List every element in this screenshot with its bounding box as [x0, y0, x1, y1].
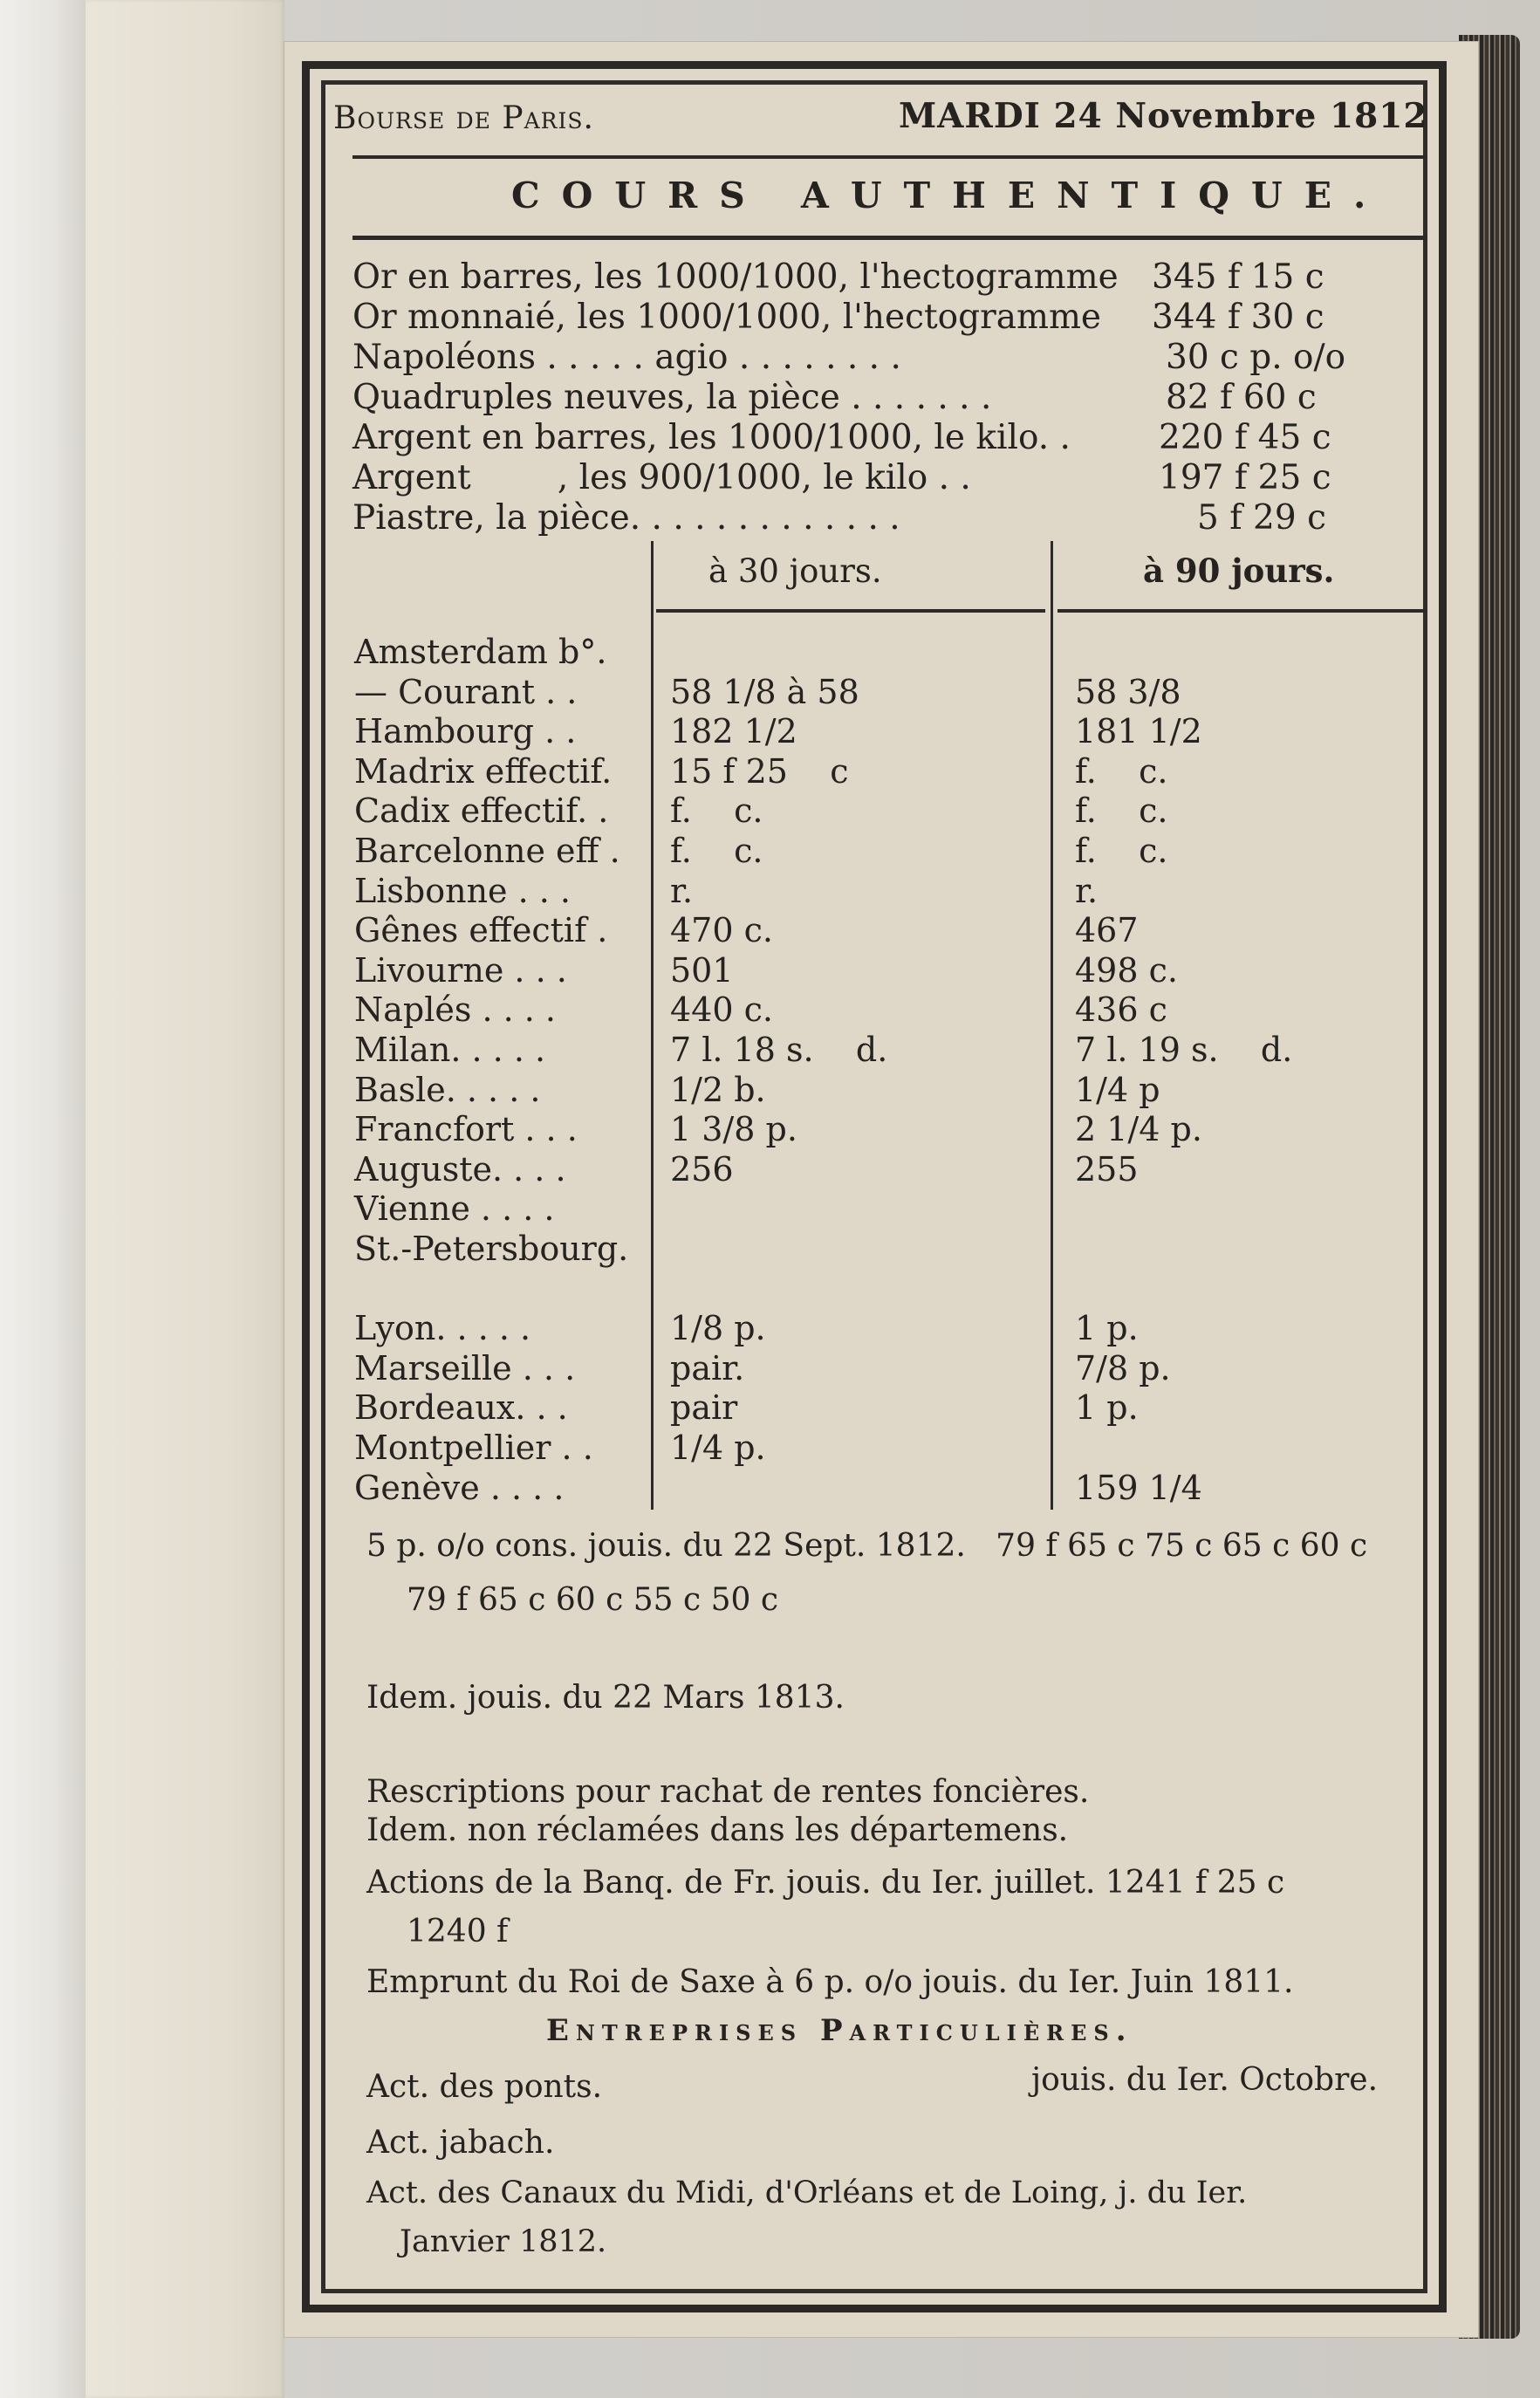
blank-left-sheet [0, 0, 86, 2398]
rente-line: Actions de la Banq. de Fr. jouis. du Ier. juillet. 1241 f 25 c [366, 1865, 1285, 1901]
column-rule-right [1051, 541, 1053, 1510]
facing-page-edge [86, 0, 284, 2398]
metal-value: 30 c p. o/o [1166, 338, 1346, 377]
exchange-place: Montpellier . . [354, 1429, 593, 1467]
exchange-value-30-days: 182 1/2 [670, 712, 797, 750]
col-90-days-header: à 90 jours. [1143, 552, 1335, 590]
exchange-value-30-days: pair. [670, 1349, 745, 1387]
exchange-value-90-days: r. [1075, 872, 1099, 910]
exchange-value-30-days: 7 l. 18 s. d. [670, 1031, 888, 1069]
act-ponts: Act. des ponts. [366, 2069, 603, 2105]
exchange-value-30-days: r. [670, 872, 694, 910]
metal-value: 197 f 25 c [1159, 458, 1331, 497]
rente-line: Idem. non réclamées dans les départemens. [366, 1812, 1069, 1848]
metal-label: Piastre, la pièce. . . . . . . . . . . . . [352, 498, 900, 538]
metal-value: 345 f 15 c [1152, 257, 1324, 297]
exchange-value-90-days: 1 p. [1075, 1309, 1139, 1347]
exchange-value-30-days: 15 f 25 c [670, 752, 849, 791]
header-date: MARDI 24 Novembre 1812 [899, 96, 1428, 136]
act-ponts-jouis: jouis. du Ier. Octobre. [1031, 2062, 1379, 2098]
exchange-value-90-days: 436 c [1075, 990, 1167, 1029]
exchange-value-30-days: 1/2 b. [670, 1071, 766, 1109]
column-rule-left [651, 541, 654, 1510]
header-rule [352, 155, 1427, 159]
exchange-value-90-days: 7 l. 19 s. d. [1075, 1031, 1293, 1069]
exchange-place: — Courant . . [354, 673, 578, 711]
metal-value: 344 f 30 c [1152, 298, 1324, 337]
printed-page [284, 42, 1478, 2337]
exchange-value-90-days: f. c. [1075, 832, 1168, 870]
exchange-value-90-days: 159 1/4 [1075, 1469, 1202, 1507]
rente-line: 1240 f [407, 1914, 509, 1949]
act-canaux: Act. des Canaux du Midi, d'Orléans et de Loing, j. du Ier. [366, 2175, 1248, 2210]
exchange-value-30-days: pair [670, 1388, 738, 1427]
metal-value: 220 f 45 c [1159, 418, 1331, 457]
rente-line: Idem. jouis. du 22 Mars 1813. [366, 1680, 845, 1716]
exchange-place: Lisbonne . . . [354, 872, 572, 910]
exchange-value-90-days: f. c. [1075, 752, 1168, 791]
metal-value: 5 f 29 c [1197, 498, 1326, 538]
exchange-value-90-days: 1/4 p [1075, 1071, 1160, 1109]
exchange-place: Livourne . . . [354, 951, 567, 990]
exchange-value-30-days: 470 c. [670, 911, 773, 949]
exchange-place: Francfort . . . [354, 1110, 578, 1148]
exchange-value-30-days: 440 c. [670, 990, 773, 1029]
exchange-value-90-days: 58 3/8 [1075, 673, 1181, 711]
rente-line: Rescriptions pour rachat de rentes foncières. [366, 1774, 1090, 1810]
exchange-value-30-days: f. c. [670, 832, 763, 870]
rente-line: 5 p. o/o cons. jouis. du 22 Sept. 1812. 79 f 65 c 75 c 65 c 60 c [366, 1528, 1368, 1564]
exchange-value-30-days: 1 3/8 p. [670, 1110, 797, 1148]
exchange-place: Lyon. . . . . [354, 1309, 531, 1347]
header-left: Bourse de Paris. [333, 100, 594, 136]
exchange-place: Vienne . . . . [354, 1189, 555, 1228]
exchange-place: Bordeaux. . . [354, 1388, 568, 1427]
exchange-place: Madrix effectif. [354, 752, 613, 791]
exchange-value-90-days: 498 c. [1075, 951, 1178, 990]
exchange-value-90-days: 7/8 p. [1075, 1349, 1171, 1387]
page-title: COURS AUTHENTIQUE. [511, 175, 1388, 216]
exchange-place: Milan. . . . . [354, 1031, 546, 1069]
metal-label: Napoléons . . . . . agio . . . . . . . . [352, 338, 901, 377]
exchange-place: Genève . . . . [354, 1469, 565, 1507]
exchange-value-90-days: f. c. [1075, 791, 1168, 830]
metal-label: Argent en barres, les 1000/1000, le kilo. . [352, 418, 1071, 457]
col-30-days-header: à 30 jours. [708, 552, 882, 590]
exchange-value-30-days: 1/4 p. [670, 1429, 766, 1467]
exchange-value-30-days: f. c. [670, 791, 763, 830]
exchange-place: St.-Petersbourg. [354, 1230, 629, 1268]
exchange-place: Auguste. . . . [354, 1150, 566, 1189]
metal-label: Argent , les 900/1000, le kilo . . [352, 458, 971, 497]
act-jabach: Act. jabach. [366, 2125, 555, 2161]
title-rule [352, 236, 1427, 240]
exchange-place: Amsterdam b°. [354, 633, 607, 671]
exchange-value-90-days: 255 [1075, 1150, 1139, 1189]
metal-value: 82 f 60 c [1166, 378, 1317, 417]
exchange-value-90-days: 181 1/2 [1075, 712, 1202, 750]
act-canaux-date: Janvier 1812. [400, 2224, 607, 2259]
exchange-value-30-days: 1/8 p. [670, 1309, 766, 1347]
exchange-place: Hambourg . . [354, 712, 577, 750]
metal-label: Or monnaié, les 1000/1000, l'hectogramme [352, 298, 1101, 337]
exchange-value-30-days: 58 1/8 à 58 [670, 673, 859, 711]
exchange-value-30-days: 501 [670, 951, 734, 990]
exchange-place: Gênes effectif . [354, 911, 608, 949]
exchange-place: Marseille . . . [354, 1349, 576, 1387]
exchange-value-90-days: 1 p. [1075, 1388, 1139, 1427]
col-30-rule [656, 609, 1045, 613]
metal-label: Or en barres, les 1000/1000, l'hectogramme [352, 257, 1119, 297]
exchange-place: Naplés . . . . [354, 990, 557, 1029]
exchange-place: Barcelonne eff . [354, 832, 620, 870]
rente-line: 79 f 65 c 60 c 55 c 50 c [407, 1582, 779, 1618]
rente-line: Emprunt du Roi de Saxe à 6 p. o/o jouis. du Ier. Juin 1811. [366, 1964, 1294, 2000]
col-90-rule [1057, 609, 1427, 613]
metal-label: Quadruples neuves, la pièce . . . . . . . [352, 378, 992, 417]
exchange-place: Cadix effectif. . [354, 791, 609, 830]
exchange-value-90-days: 2 1/4 p. [1075, 1110, 1202, 1148]
entreprises-title: Entreprises Particulières. [546, 2013, 1133, 2048]
exchange-value-90-days: 467 [1075, 911, 1139, 949]
exchange-value-30-days: 256 [670, 1150, 734, 1189]
exchange-place: Basle. . . . . [354, 1071, 541, 1109]
